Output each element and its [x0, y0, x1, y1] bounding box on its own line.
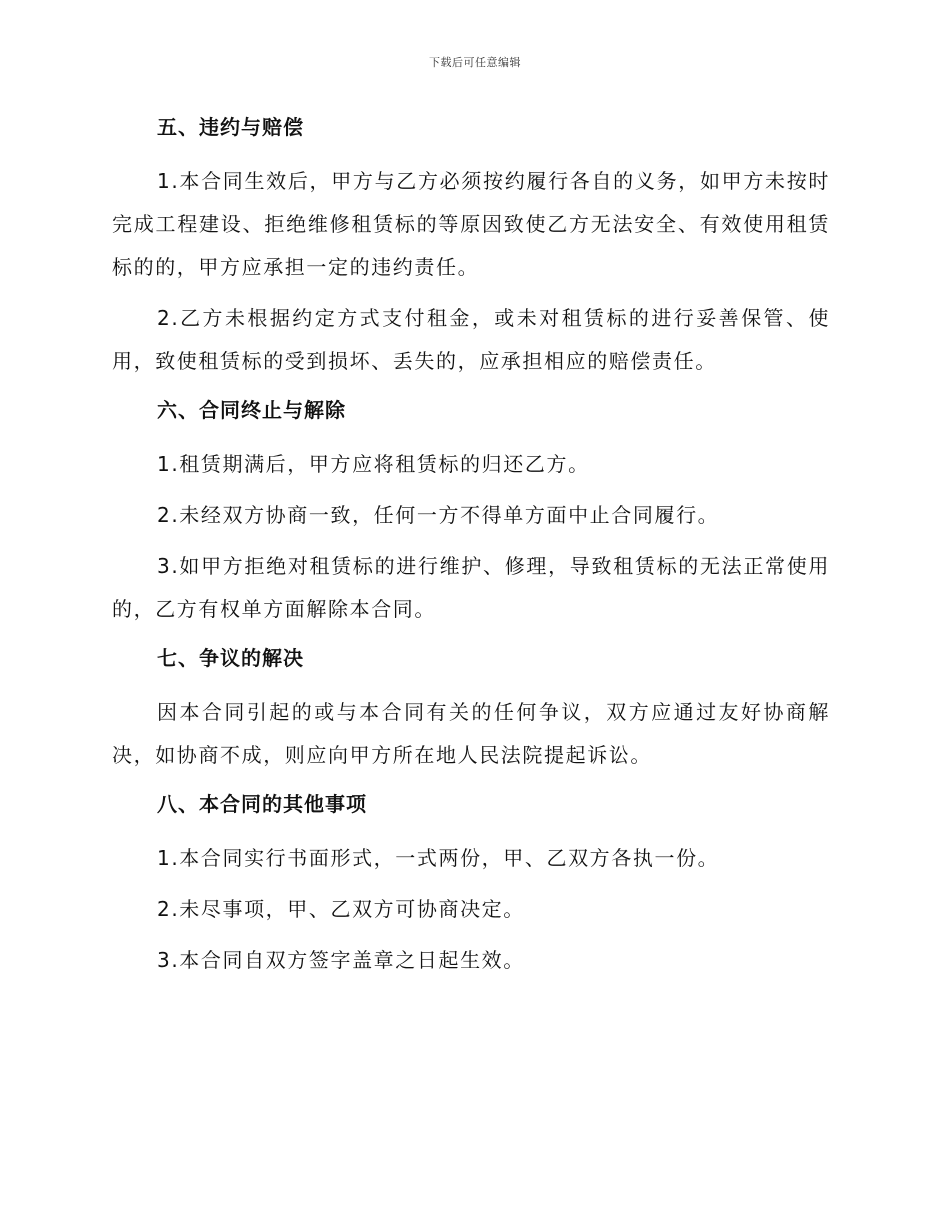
section-title: 六、合同终止与解除: [157, 398, 346, 422]
paragraph: 因本合同引起的或与本合同有关的任何争议，双方应通过友好协商解决，如协商不成，则应向甲方所在地人民法院提起诉讼。: [112, 700, 830, 767]
paragraph: 3.如甲方拒绝对租赁标的进行维护、修理，导致租赁标的无法正常使用的，乙方有权单方面解除本合同。: [112, 554, 830, 621]
header-note: 下载后可任意编辑: [429, 56, 521, 69]
paragraph: 1.本合同实行书面形式，一式两份，甲、乙双方各执一份。: [157, 846, 720, 870]
section-title: 五、违约与赔偿: [157, 115, 304, 139]
paragraph: 2.乙方未根据约定方式支付租金，或未对租赁标的进行妥善保管、使用，致使租赁标的受到损坏、丢失的，应承担相应的赔偿责任。: [112, 306, 830, 373]
section-other-matters: [112, 785, 830, 982]
paragraph: 1.本合同生效后，甲方与乙方必须按约履行各自的义务，如甲方未按时完成工程建设、拒绝维修租赁标的等原因致使乙方无法安全、有效使用租赁标的的，甲方应承担一定的违约责任。: [112, 169, 830, 279]
section-breach: [112, 108, 830, 383]
paragraph: 2.未经双方协商一致，任何一方不得单方面中止合同履行。: [157, 503, 720, 527]
paragraph: 3.本合同自双方签字盖章之日起生效。: [157, 948, 525, 972]
section-title: 七、争议的解决: [157, 646, 304, 670]
section-title: 八、本合同的其他事项: [157, 792, 367, 816]
document-body: [112, 108, 830, 990]
section-termination: [112, 391, 830, 631]
section-dispute: [112, 639, 830, 777]
paragraph: 2.未尽事项，甲、乙双方可协商决定。: [157, 897, 525, 921]
paragraph: 1.租赁期满后，甲方应将租赁标的归还乙方。: [157, 452, 590, 476]
